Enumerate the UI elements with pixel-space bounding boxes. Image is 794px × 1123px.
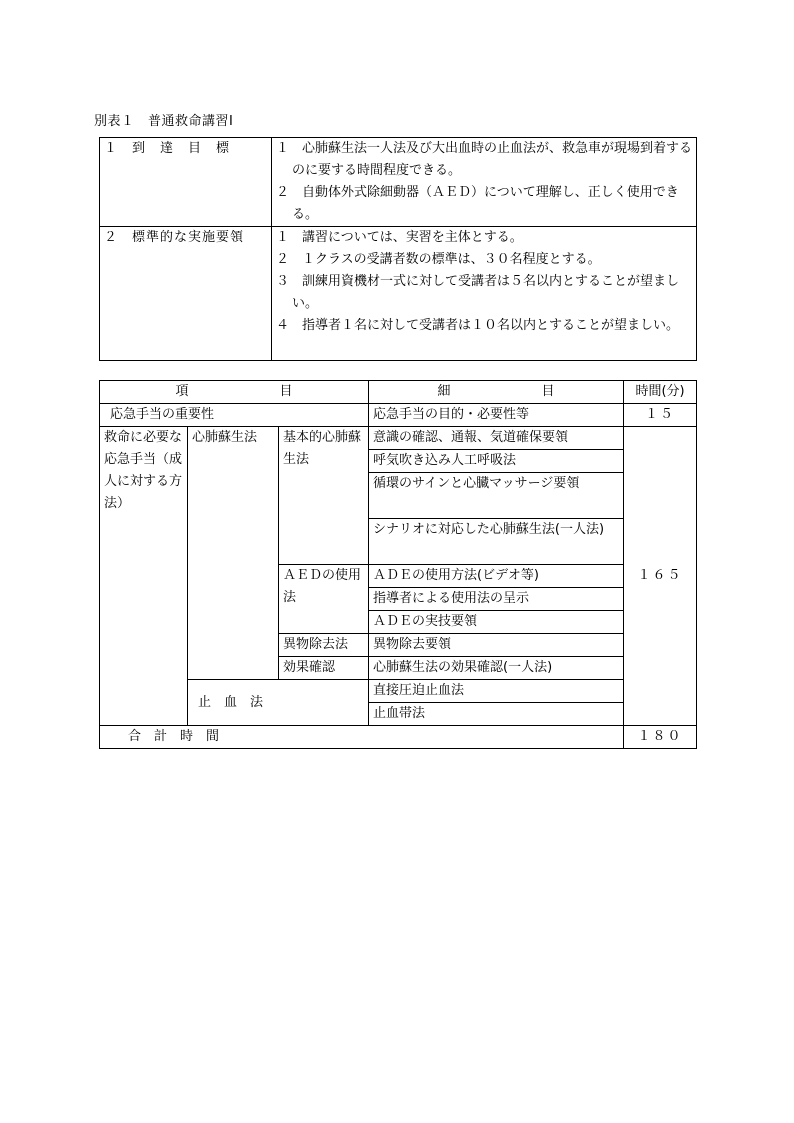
cpr-label: 心肺蘇生法	[188, 427, 279, 680]
procedure-item: ３ 訓練用資機材一式に対して受講者は５名以内とすることが望ましい。	[276, 274, 680, 311]
procedure-item: ２ １クラスの受講者数の標準は、３０名程度とする。	[276, 252, 601, 267]
importance-time: １５	[624, 404, 697, 427]
goals-content-attainment	[272, 138, 697, 227]
group-label: 救命に必要な応急手当（成人に対する方法）	[100, 427, 188, 726]
importance-row	[100, 404, 697, 427]
detail-cell: 心肺蘇生法の効果確認(一人法)	[369, 657, 624, 680]
header-item: 項 目	[100, 381, 369, 404]
detail-cell: 直接圧迫止血法	[369, 680, 624, 703]
goal-item: ２ 自動体外式除細動器（ＡＥＤ）について理解し、正しく使用できる。	[276, 185, 679, 222]
table-row	[100, 427, 697, 450]
detail-cell: 止血帯法	[369, 703, 624, 726]
detail-cell: ＡＤＥの使用方法(ビデオ等)	[369, 565, 624, 588]
group-time: １６５	[624, 427, 697, 726]
basic-cpr-label: 基本的心肺蘇生法	[279, 427, 369, 565]
detail-cell: 指導者による使用法の呈示	[369, 588, 624, 611]
goals-table	[99, 137, 697, 361]
document-title: 別表１ 普通救命講習Ⅰ	[94, 114, 234, 129]
detail-cell: 循環のサインと心臓マッサージ要領	[369, 473, 624, 519]
foreign-body-label: 異物除去法	[279, 634, 369, 657]
header-detail: 細 目	[369, 381, 624, 404]
detail-cell: シナリオに対応した心肺蘇生法(一人法)	[369, 519, 624, 565]
curriculum-table	[99, 380, 697, 749]
detail-cell: 呼気吹き込み人工呼吸法	[369, 450, 624, 473]
goals-row-procedure	[100, 227, 697, 361]
goal-item: １ 心肺蘇生法一人法及び大出血時の止血法が、救急車が現場到着するのに要する時間程度できる。	[276, 141, 693, 178]
total-time: １８０	[624, 726, 697, 749]
importance-detail: 応急手当の目的・必要性等	[369, 404, 624, 427]
total-row	[100, 726, 697, 749]
goals-heading-procedure: ２ 標準的な実施要領	[100, 227, 272, 361]
detail-cell: 意識の確認、通報、気道確保要領	[369, 427, 624, 450]
table-row	[100, 680, 697, 703]
header-time: 時間(分)	[624, 381, 697, 404]
importance-label: 応急手当の重要性	[100, 404, 369, 427]
procedure-item: １ 講習については、実習を主体とする。	[276, 230, 523, 245]
goals-row-attainment	[100, 138, 697, 227]
detail-cell: ＡＤＥの実技要領	[369, 611, 624, 634]
goals-heading-attainment: １ 到 達 目 標	[100, 138, 272, 227]
curriculum-header-row	[100, 381, 697, 404]
detail-cell: 異物除去要領	[369, 634, 624, 657]
procedure-item: ４ 指導者１名に対して受講者は１０名以内とすることが望ましい。	[276, 318, 680, 333]
goals-content-procedure	[272, 227, 697, 361]
total-label: 合 計 時 間	[100, 726, 624, 749]
effect-check-label: 効果確認	[279, 657, 369, 680]
hemostasis-label: 止 血 法	[188, 680, 369, 726]
aed-label: ＡＥＤの使用法	[279, 565, 369, 634]
